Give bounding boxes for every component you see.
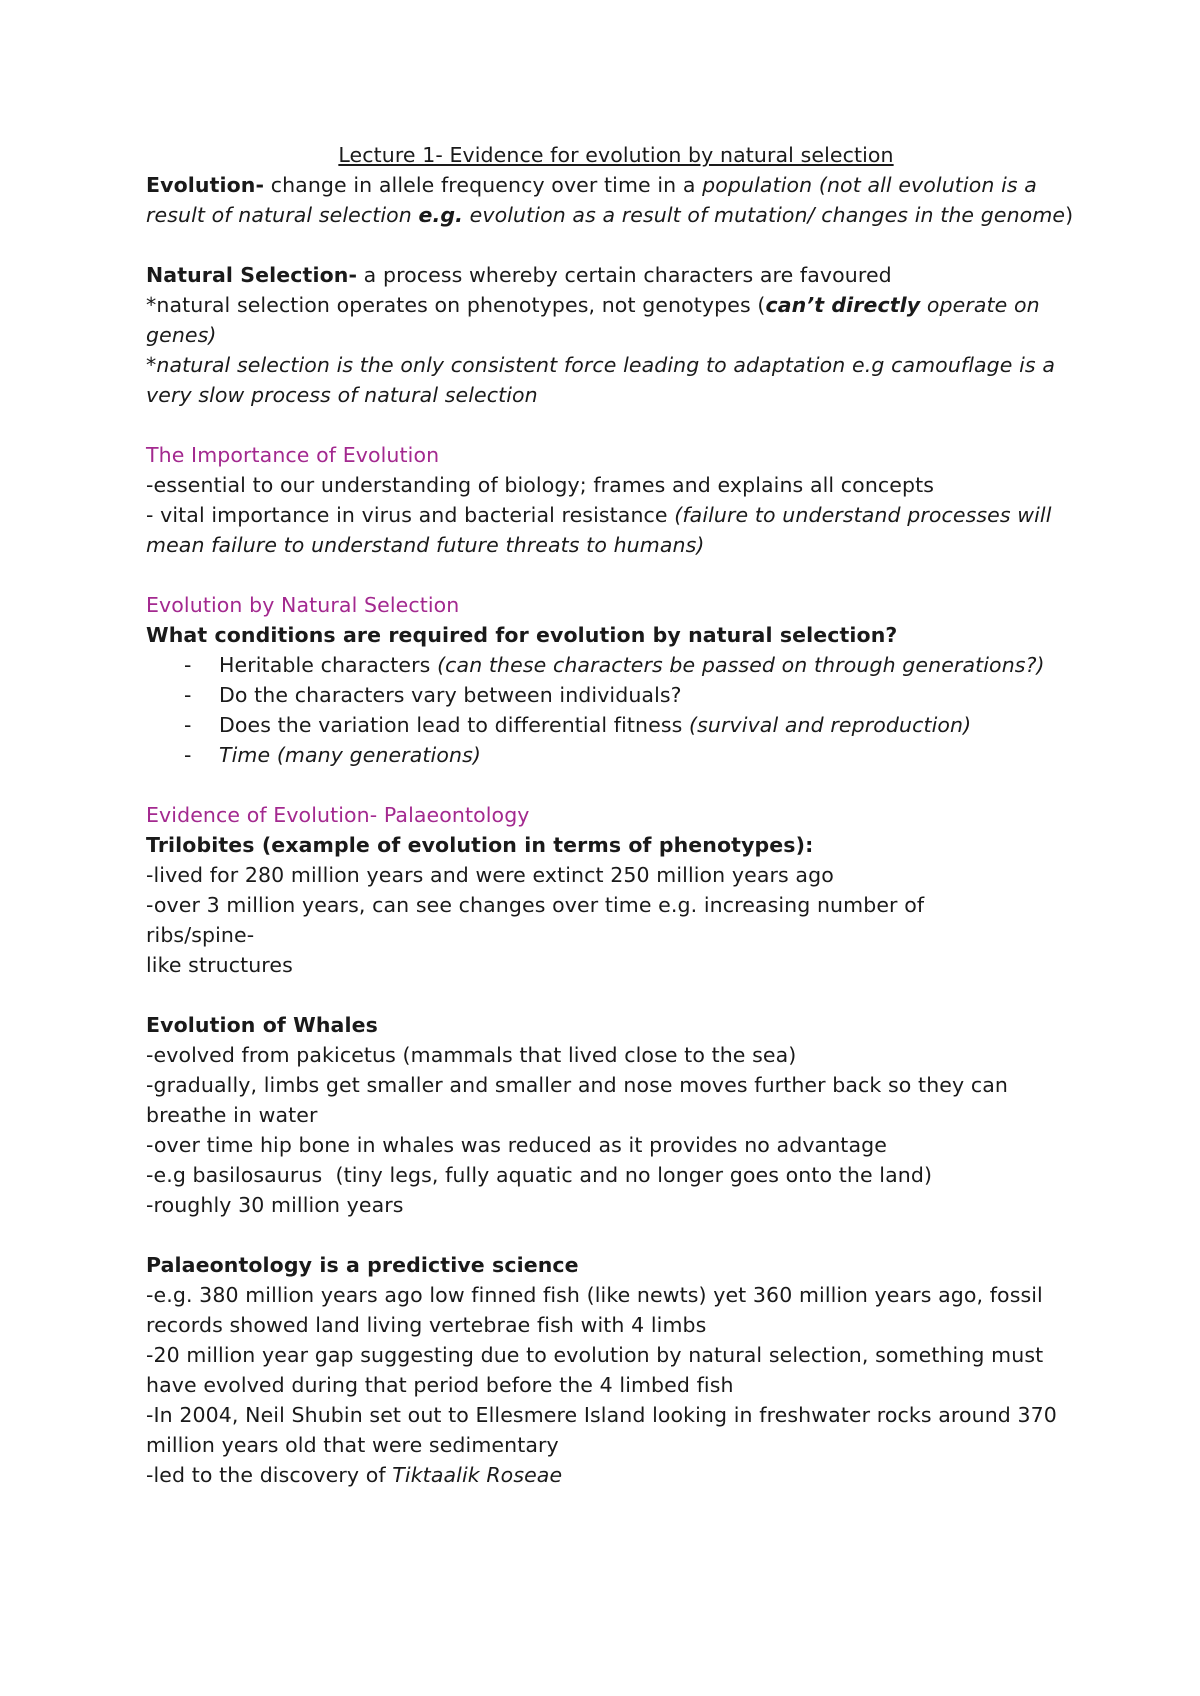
predictive-line-4a: -led to the discovery of bbox=[146, 1463, 393, 1487]
natural-selection-point-1 bbox=[146, 290, 1086, 350]
dash-bullet: - bbox=[184, 683, 192, 707]
item-text: Heritable characters bbox=[219, 653, 438, 677]
list-item bbox=[146, 740, 1086, 770]
evolution-def-close: ) bbox=[1065, 203, 1074, 227]
list-item bbox=[146, 680, 1086, 710]
evolution-def-rest: evolution as a result of mutation/ changes in the genome bbox=[463, 203, 1066, 227]
predictive-title: Palaeontology is a predictive science bbox=[146, 1253, 579, 1277]
trilobites-line-3: like structures bbox=[146, 953, 293, 977]
evolution-def-eg: e.g. bbox=[418, 203, 464, 227]
importance-line-2b: (failure to understand processes will mean failure to understand future threats to humans) bbox=[146, 503, 1052, 557]
natural-selection-definition bbox=[146, 260, 1086, 290]
item-note: (can these characters be passed on through generations?) bbox=[437, 653, 1045, 677]
list-item bbox=[146, 650, 1086, 680]
whales-line-3: -over time hip bone in whales was reduced as it provides no advantage bbox=[146, 1133, 887, 1157]
item-note: (survival and reproduction) bbox=[689, 713, 972, 737]
tiktaalik-name: Tiktaalik Roseae bbox=[392, 1463, 563, 1487]
natural-selection-point-2 bbox=[146, 350, 1086, 410]
ns-point2-text: natural selection is the only consistent force leading to adaptation e.g camouflage is a very slow process of natural selection bbox=[146, 353, 1055, 407]
natural-selection-def: a process whereby certain characters are favoured bbox=[357, 263, 892, 287]
whales-line-2: -gradually, limbs get smaller and smaller and nose moves further back so they can breathe in water bbox=[146, 1073, 1008, 1127]
whales-title: Evolution of Whales bbox=[146, 1013, 378, 1037]
importance-heading: The Importance of Evolution bbox=[146, 443, 440, 467]
whales-line-5: -roughly 30 million years bbox=[146, 1193, 404, 1217]
document-page bbox=[146, 140, 1086, 1490]
list-item bbox=[146, 710, 1086, 740]
evolution-def-a: change in allele frequency over time in a bbox=[264, 173, 703, 197]
whales-line-1: -evolved from pakicetus (mammals that lived close to the sea) bbox=[146, 1043, 797, 1067]
conditions-list bbox=[146, 650, 1086, 770]
trilobites-line-1: -lived for 280 million years and were extinct 250 million years ago bbox=[146, 863, 834, 887]
conditions-question: What conditions are required for evolution by natural selection? bbox=[146, 623, 898, 647]
item-text: Does the variation lead to differential fitness bbox=[219, 713, 690, 737]
palaeontology-heading: Evidence of Evolution- Palaeontology bbox=[146, 803, 530, 827]
page-title: Lecture 1- Evidence for evolution by natural selection bbox=[338, 143, 894, 167]
trilobites-line-2: -over 3 million years, can see changes over time e.g. increasing number of ribs/spine- bbox=[146, 893, 925, 947]
ns-point1-b: can’t directly bbox=[765, 293, 921, 317]
importance-line-1: -essential to our understanding of biology; frames and explains all concepts bbox=[146, 473, 935, 497]
evolution-definition bbox=[146, 170, 1086, 230]
dash-bullet: - bbox=[184, 653, 192, 677]
ns-point1-a: *natural selection operates on phenotypes, not genotypes ( bbox=[146, 293, 766, 317]
item-note: Time (many generations) bbox=[219, 743, 481, 767]
item-text: Do the characters vary between individuals? bbox=[219, 683, 682, 707]
trilobites-title: Trilobites (example of evolution in terms of phenotypes): bbox=[146, 833, 814, 857]
dash-bullet: - bbox=[184, 713, 192, 737]
predictive-line-3: -In 2004, Neil Shubin set out to Ellesmere Island looking in freshwater rocks around 370 million years old that were sedimentary bbox=[146, 1403, 1057, 1457]
ns-point2-star: * bbox=[146, 353, 157, 377]
predictive-line-4 bbox=[146, 1460, 1086, 1490]
dash-bullet: - bbox=[184, 743, 192, 767]
importance-line-2a: - vital importance in virus and bacterial resistance bbox=[146, 503, 675, 527]
evolution-def-population: population (not all evolution is a result of natural selection bbox=[146, 173, 1037, 227]
by-natural-selection-heading: Evolution by Natural Selection bbox=[146, 593, 460, 617]
natural-selection-term: Natural Selection- bbox=[146, 263, 358, 287]
predictive-line-2: -20 million year gap suggesting due to evolution by natural selection, something must have evolved during that period before the 4 limbed fish bbox=[146, 1343, 1044, 1397]
whales-line-4: -e.g basilosaurus (tiny legs, fully aquatic and no longer goes onto the land) bbox=[146, 1163, 933, 1187]
evolution-term: Evolution- bbox=[146, 173, 265, 197]
ns-point1-c: operate on genes) bbox=[146, 293, 1040, 347]
importance-line-2 bbox=[146, 500, 1086, 560]
predictive-line-1: -e.g. 380 million years ago low finned fish (like newts) yet 360 million years ago, fossil records showed land living vertebrae fish with 4 limbs bbox=[146, 1283, 1043, 1337]
